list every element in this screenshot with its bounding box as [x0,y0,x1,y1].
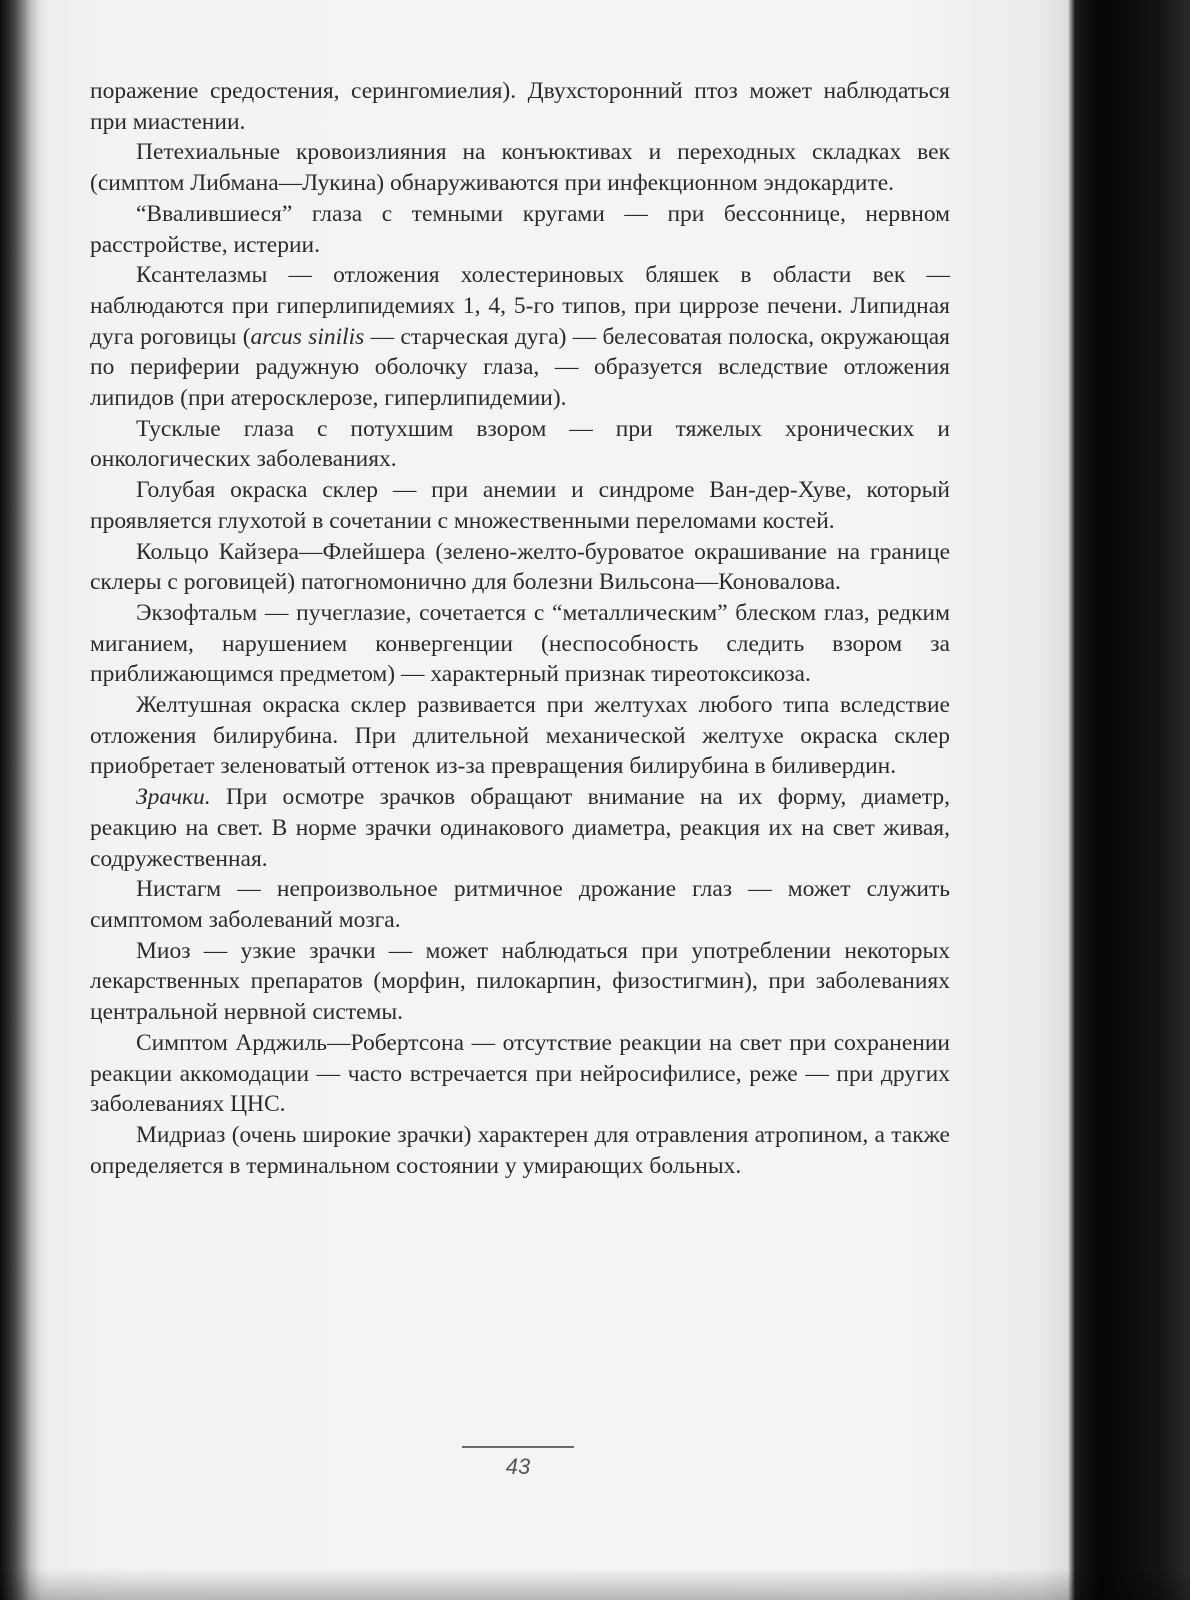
paragraph-blue-sclera: Голубая окраска склер — при анемии и синдроме Ван-дер-Хуве, который проявляется глухотой в сочетании с множественными переломами костей. [90,477,950,534]
spine-shadow [0,0,40,1600]
paragraph-jaundice: Желтушная окраска склер развивается при желтухах любого типа вследствие отложения билирубина. При длительной механической желтухе окраска склер приобретает зеленоватый оттенок из-за превращения билирубина в биливердин. [90,692,950,780]
paragraph-kayser-fleischer: Кольцо Кайзера—Флейшера (зелено-желто-буроватое окрашивание на границе склеры с роговицей) патогномонично для болезни Вильсона—Коновалова. [90,538,950,596]
paragraph-argyll-robertson: Симптом Арджиль—Робертсона — отсутствие реакции на свет при сохранении реакции аккомодации — часто встречается при нейросифилисе, реже — при других заболеваниях ЦНС. [90,1029,950,1118]
paragraph-xanthelasma-part1: Ксантелазмы — отложения холестериновых бляшек в области век — наблюдаются при гиперлипидемиях 1, 4, 5-го типов, при циррозе печени. Липидная дуга роговицы ( [90,262,950,350]
paragraph-miosis: Миоз — узкие зрачки — может наблюдаться при употреблении некоторых лекарственных препаратов (морфин, пилокарпин, физостигмин), при заболеваниях центральной нервной системы. [90,937,950,1026]
bottom-shadow [0,1568,1190,1600]
paragraph-petechiae: Петехиальные кровоизлияния на конъюктивах и переходных складках век (симптом Либмана—Лукина) обнаруживаются при инфекционном эндокардите. [90,139,950,197]
paragraph-nystagmus: Нистагм — непроизвольное ритмичное дрожание глаз — может служить симптомом заболеваний мозга. [90,876,950,933]
text-column [90,76,950,1181]
paragraph-continuation: поражение средостения, серингомиелия). Двухсторонний птоз может наблюдаться при миастении. [90,78,950,135]
paragraph-exophthalmos: Экзофтальм — пучеглазие, сочетается с “металлическим” блеском глаз, редким миганием, нарушением конвергенции (неспособность следить взором за приближающимся предметом) — характерный признак тиреотоксикоза. [90,599,950,688]
paragraph-pupils [90,782,950,874]
paragraph-pupils-body: При осмотре зрачков обращают внимание на их форму, диаметр, реакцию на свет. В норме зрачки одинакового диаметра, реакция их на свет живая, содружественная. [90,784,950,872]
paragraph-xanthelasma [90,260,950,414]
arcus-sinilis-term: arcus sinilis [250,323,365,350]
paragraph-mydriasis: Мидриаз (очень широкие зрачки) характерен для отравления атропином, а также определяется в терминальном состоянии у умирающих больных. [90,1121,950,1179]
page-number: 43 [505,1454,531,1479]
paragraph-dull-eyes: Тусклые глаза с потухшим взором — при тяжелых хронических и онкологических заболеваниях. [90,415,950,473]
footer-rule [462,1446,574,1448]
paragraph-sunken-eyes: “Ввалившиеся” глаза с темными кругами — при бессоннице, нервном расстройстве, истерии. [90,200,950,258]
pupils-heading: Зрачки. [136,784,211,811]
page-footer [462,1446,574,1480]
paragraph-xanthelasma-part2: — старческая дуга) — белесоватая полоска, окружающая по периферии радужную оболочку глаза, — образуется вследствие отложения липидов (при атеросклерозе, гиперлипидемии). [90,323,950,412]
